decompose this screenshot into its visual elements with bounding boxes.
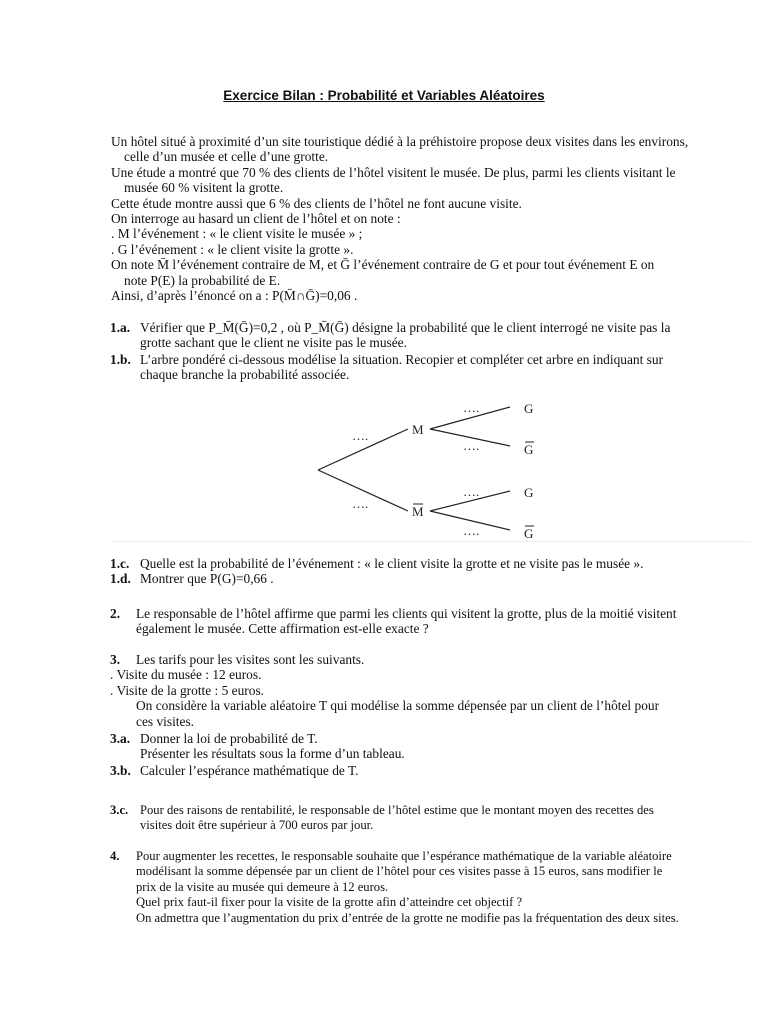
intro-line: On interroge au hasard un client de l’hôtel et on note : [111, 211, 401, 227]
question-label: 3.c. [110, 803, 129, 817]
intro-line: Cette étude montre aussi que 6 % des clients de l’hôtel ne font aucune visite. [111, 195, 522, 211]
question-label: 4. [110, 849, 120, 863]
dots-label: …. [352, 428, 369, 443]
question-3 [110, 652, 722, 729]
question-label: 1.d. [110, 571, 131, 586]
question-1d [110, 571, 722, 586]
question-3a [110, 731, 722, 762]
question-label: 2. [110, 606, 121, 621]
question-label: 3. [110, 652, 121, 667]
question-3c [110, 803, 722, 834]
exercise-title: Exercice Bilan : Probabilité et Variables Aléatoires [223, 88, 545, 103]
dots-label: …. [463, 400, 480, 415]
question-text: Calculer l’espérance mathématique de T. [140, 763, 359, 778]
question-label: 1.b. [110, 352, 131, 367]
question-text: Le responsable de l’hôtel affirme que parmi les clients qui visitent la grotte, plus de la moitié visitent [136, 606, 677, 621]
probability-tree [300, 398, 560, 544]
question-text: Pour des raisons de rentabilité, le responsable de l’hôtel estime que le montant moyen des recettes des [140, 803, 654, 817]
question-text: Quelle est la probabilité de l’événement : « le client visite la grotte et ne visite pas le musée ». [140, 556, 644, 571]
question-1c [110, 556, 722, 571]
dots-label: …. [352, 496, 369, 511]
dots-label: …. [463, 484, 480, 499]
intro-line: musée 60 % visitent la grotte. [124, 180, 284, 196]
question-text: chaque branche la probabilité associée. [140, 367, 350, 383]
question-4 [110, 849, 722, 926]
question-label: 3.b. [110, 763, 131, 778]
question-label: 1.c. [110, 556, 130, 571]
question-label: 3.a. [110, 731, 131, 746]
node-M-bar: M [412, 504, 424, 519]
leaf-G: G [524, 485, 534, 500]
question-text: prix de la visite au musée qui demeure à 12 euros. [136, 879, 389, 894]
question-1b [110, 352, 722, 383]
node-M: M [412, 422, 424, 437]
intro-line: On note M̄ l’événement contraire de M, et Ḡ l’événement contraire de G et pour tout événement E on [111, 257, 655, 273]
question-text: Donner la loi de probabilité de T. [140, 731, 318, 746]
leaf-G-bar: G [524, 442, 534, 457]
question-text: Vérifier que P_M̄(Ḡ)=0,2 , où P_M̄(Ḡ) désigne la probabilité que le client interrogé ne visite pas la [140, 320, 671, 335]
question-text: . Visite de la grotte : 5 euros. [110, 682, 265, 698]
leaf-G-bar: G [524, 526, 534, 541]
question-3b [110, 763, 722, 778]
intro-line: note P(E) la probabilité de E. [124, 272, 281, 288]
question-text: L’arbre pondéré ci-dessous modélise la situation. Recopier et compléter cet arbre en indiquant sur [140, 352, 664, 367]
question-text: Montrer que P(G)=0,66 . [140, 571, 274, 586]
intro-line: Une étude a montré que 70 % des clients de l’hôtel visitent le musée. De plus, parmi les clients visitant le [111, 164, 676, 180]
question-label: 1.a. [110, 320, 131, 335]
question-text: Pour augmenter les recettes, le responsable souhaite que l’espérance mathématique de la variable aléatoire [136, 849, 672, 863]
question-text: Quel prix faut-il fixer pour la visite de la grotte afin d’atteindre cet objectif ? [136, 895, 523, 910]
question-text: également le musée. Cette affirmation est-elle exacte ? [136, 621, 429, 637]
question-text: On admettra que l’augmentation du prix d’entrée de la grotte ne modifie pas la fréquentation des deux sites. [136, 910, 679, 925]
intro-line: celle d’un musée et celle d’une grotte. [124, 149, 329, 165]
intro-line: Ainsi, d’après l’énoncé on a : P(M̄∩Ḡ)=0,06 . [111, 288, 358, 304]
intro-paragraph [111, 134, 726, 303]
intro-line: . M l’événement : « le client visite le musée » ; [111, 226, 363, 242]
question-text: modélisant la somme dépensée par un client de l’hôtel pour ces visites passe à 15 euros, sans modifier le [136, 864, 663, 879]
question-text: On considère la variable aléatoire T qui modélise la somme dépensée par un client de l’hôtel pour [136, 698, 660, 714]
question-1a [110, 320, 722, 351]
intro-line: . G l’événement : « le client visite la grotte ». [111, 241, 354, 257]
question-text: grotte sachant que le client ne visite pas le musée. [140, 335, 407, 351]
question-text: . Visite du musée : 12 euros. [110, 667, 262, 683]
leaf-G: G [524, 401, 534, 416]
question-text: ces visites. [136, 713, 195, 729]
dots-label: …. [463, 438, 480, 453]
question-2 [110, 606, 722, 637]
question-text: visites doit être supérieur à 700 euros par jour. [140, 818, 374, 833]
intro-line: Un hôtel situé à proximité d’un site touristique dédié à la préhistoire propose deux visites dans les environs, [111, 134, 689, 149]
divider [110, 541, 750, 542]
dots-label: …. [463, 523, 480, 538]
question-text: Présenter les résultats sous la forme d’un tableau. [140, 746, 405, 762]
question-text: Les tarifs pour les visites sont les suivants. [136, 652, 365, 667]
